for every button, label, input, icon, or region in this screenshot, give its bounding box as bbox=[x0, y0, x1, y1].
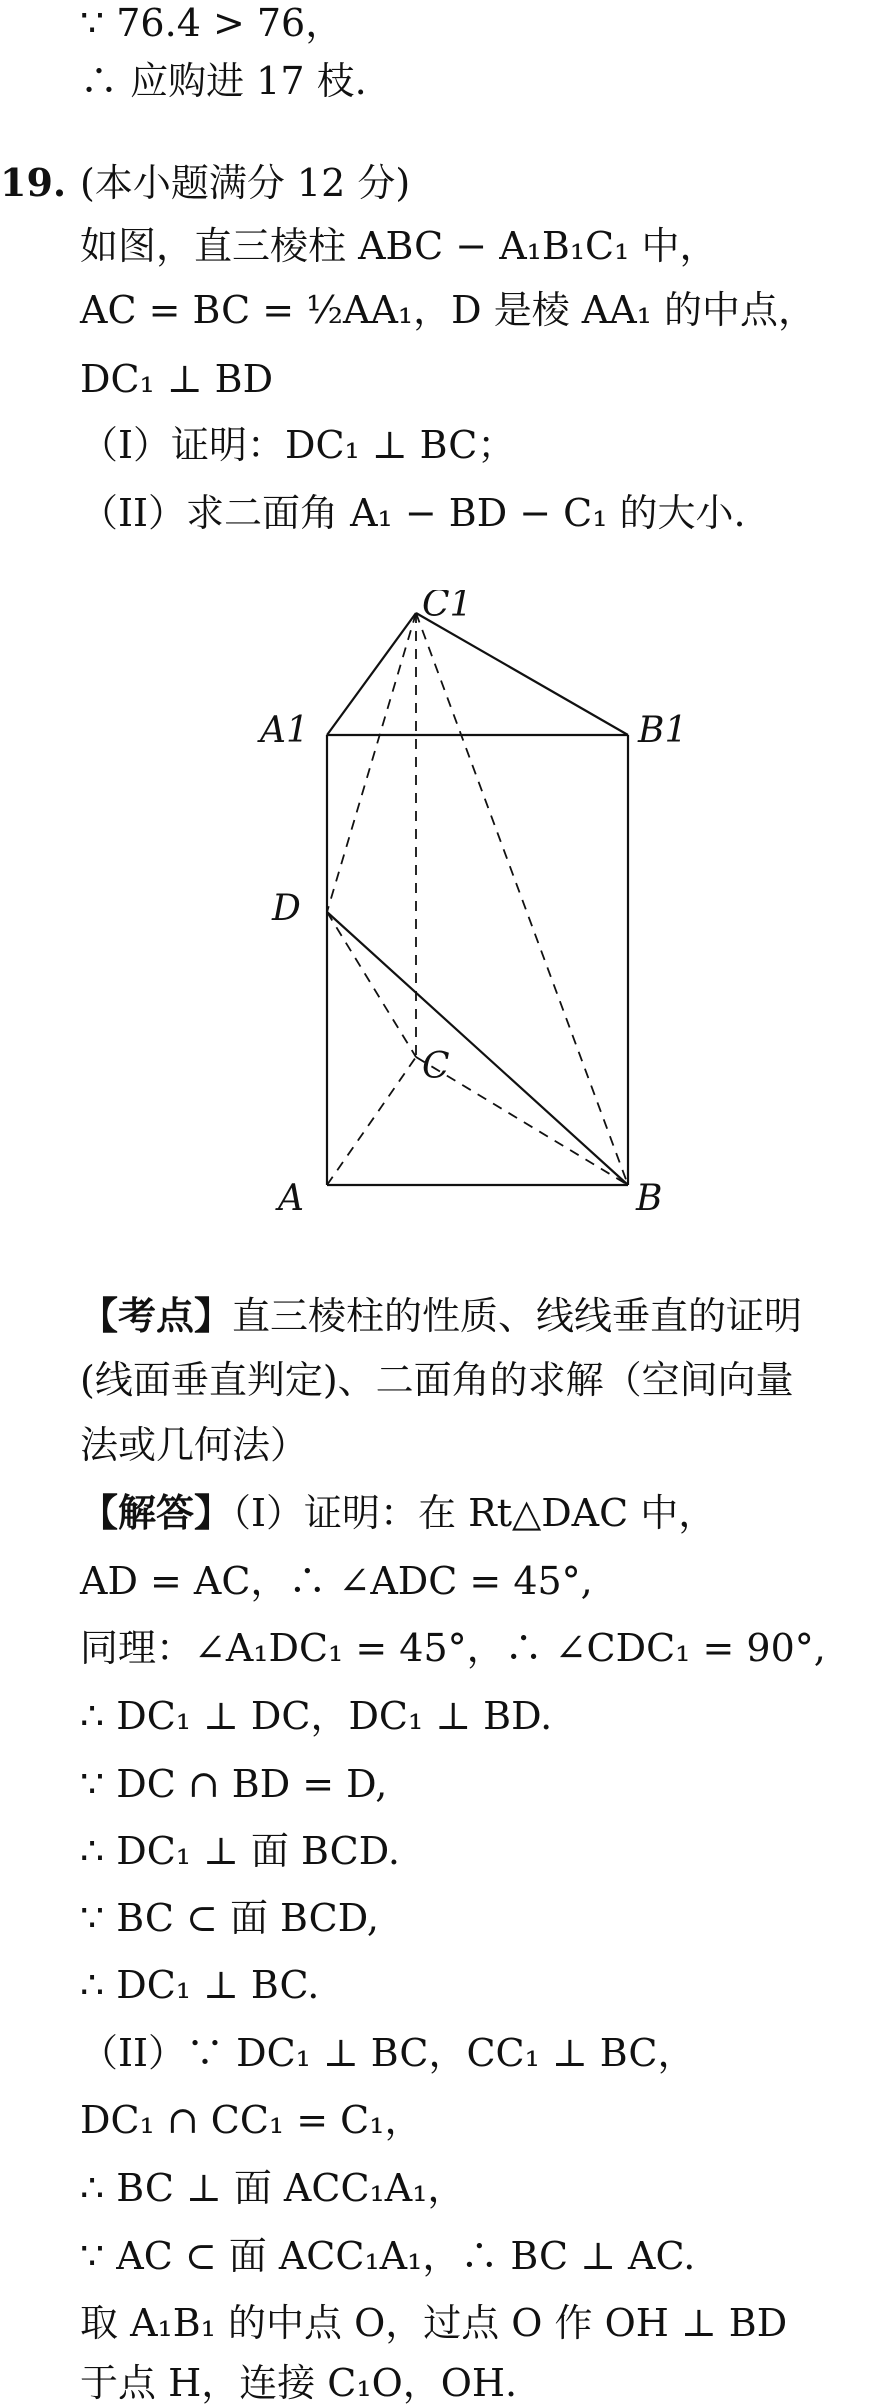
question-number: 19. bbox=[0, 160, 67, 205]
solution-line-9: DC₁ ∩ CC₁ = C₁， bbox=[80, 2098, 423, 2142]
kaodian-tag: 【考点】 bbox=[80, 1293, 233, 1338]
question-line-3: DC₁ ⊥ BD bbox=[80, 357, 274, 401]
question-header: (本小题满分 12 分) bbox=[80, 161, 411, 205]
edge-d-c bbox=[327, 912, 416, 1057]
label-c1: C1 bbox=[422, 590, 473, 625]
edge-d-b bbox=[327, 912, 628, 1185]
solution-line-8: （II）∵ DC₁ ⊥ BC，CC₁ ⊥ BC， bbox=[80, 2031, 696, 2075]
question-line-1: 如图，直三棱柱 ABC − A₁B₁C₁ 中， bbox=[80, 224, 718, 268]
jieda-text-1: （I）证明：在 Rt△DAC 中， bbox=[232, 1491, 717, 1535]
label-b1: B1 bbox=[638, 710, 688, 751]
label-a: A bbox=[278, 1178, 304, 1219]
label-b: B bbox=[636, 1178, 663, 1219]
prev-line-1: ∵ 76.4 > 76， bbox=[80, 1, 344, 45]
solution-line-12: 取 A₁B₁ 的中点 O，过点 O 作 OH ⊥ BD bbox=[80, 2301, 788, 2345]
question-part-2: （II）求二面角 A₁ − BD − C₁ 的大小. bbox=[80, 491, 746, 535]
kaodian-line-1 bbox=[80, 1293, 802, 1339]
label-a1: A1 bbox=[260, 710, 309, 751]
solution-line-3: ∴ DC₁ ⊥ DC，DC₁ ⊥ BD. bbox=[80, 1694, 553, 1738]
edge-c1-b bbox=[416, 613, 628, 1185]
solution-line-4: ∵ DC ∩ BD = D, bbox=[80, 1762, 388, 1806]
solution-line-2: 同理：∠A₁DC₁ = 45°，∴ ∠CDC₁ = 90°, bbox=[80, 1626, 826, 1670]
solution-line-11: ∵ AC ⊂ 面 ACC₁A₁，∴ BC ⊥ AC. bbox=[80, 2234, 696, 2278]
kaodian-text-1: 直三棱柱的性质、线线垂直的证明 bbox=[232, 1294, 803, 1338]
kaodian-line-3: 法或几何法） bbox=[80, 1423, 309, 1467]
prism-diagram bbox=[250, 590, 710, 1230]
solution-line-7: ∴ DC₁ ⊥ BC. bbox=[80, 1963, 320, 2007]
edge-c1-b1 bbox=[416, 613, 628, 735]
jieda-line-1 bbox=[80, 1490, 716, 1536]
label-d: D bbox=[272, 888, 301, 929]
question-part-1: （I）证明：DC₁ ⊥ BC； bbox=[80, 423, 516, 467]
solution-line-1: AD = AC，∴ ∠ADC = 45°, bbox=[80, 1559, 593, 1603]
solution-line-13: 于点 H，连接 C₁O，OH. bbox=[80, 2361, 518, 2405]
solution-line-6: ∵ BC ⊂ 面 BCD, bbox=[80, 1896, 379, 1940]
kaodian-line-2: (线面垂直判定)、二面角的求解（空间向量 bbox=[80, 1358, 794, 1402]
edge-a1-c1 bbox=[327, 613, 416, 735]
label-c: C bbox=[422, 1046, 450, 1087]
prev-line-2: ∴ 应购进 17 枝. bbox=[80, 59, 367, 103]
edge-a-c bbox=[327, 1057, 416, 1185]
solution-line-5: ∴ DC₁ ⊥ 面 BCD. bbox=[80, 1829, 400, 1873]
question-line-2: AC = BC = ½AA₁，D 是棱 AA₁ 的中点， bbox=[80, 288, 816, 332]
jieda-tag: 【解答】 bbox=[80, 1490, 233, 1535]
solution-line-10: ∴ BC ⊥ 面 ACC₁A₁， bbox=[80, 2166, 466, 2210]
edge-c1-d bbox=[327, 613, 416, 912]
